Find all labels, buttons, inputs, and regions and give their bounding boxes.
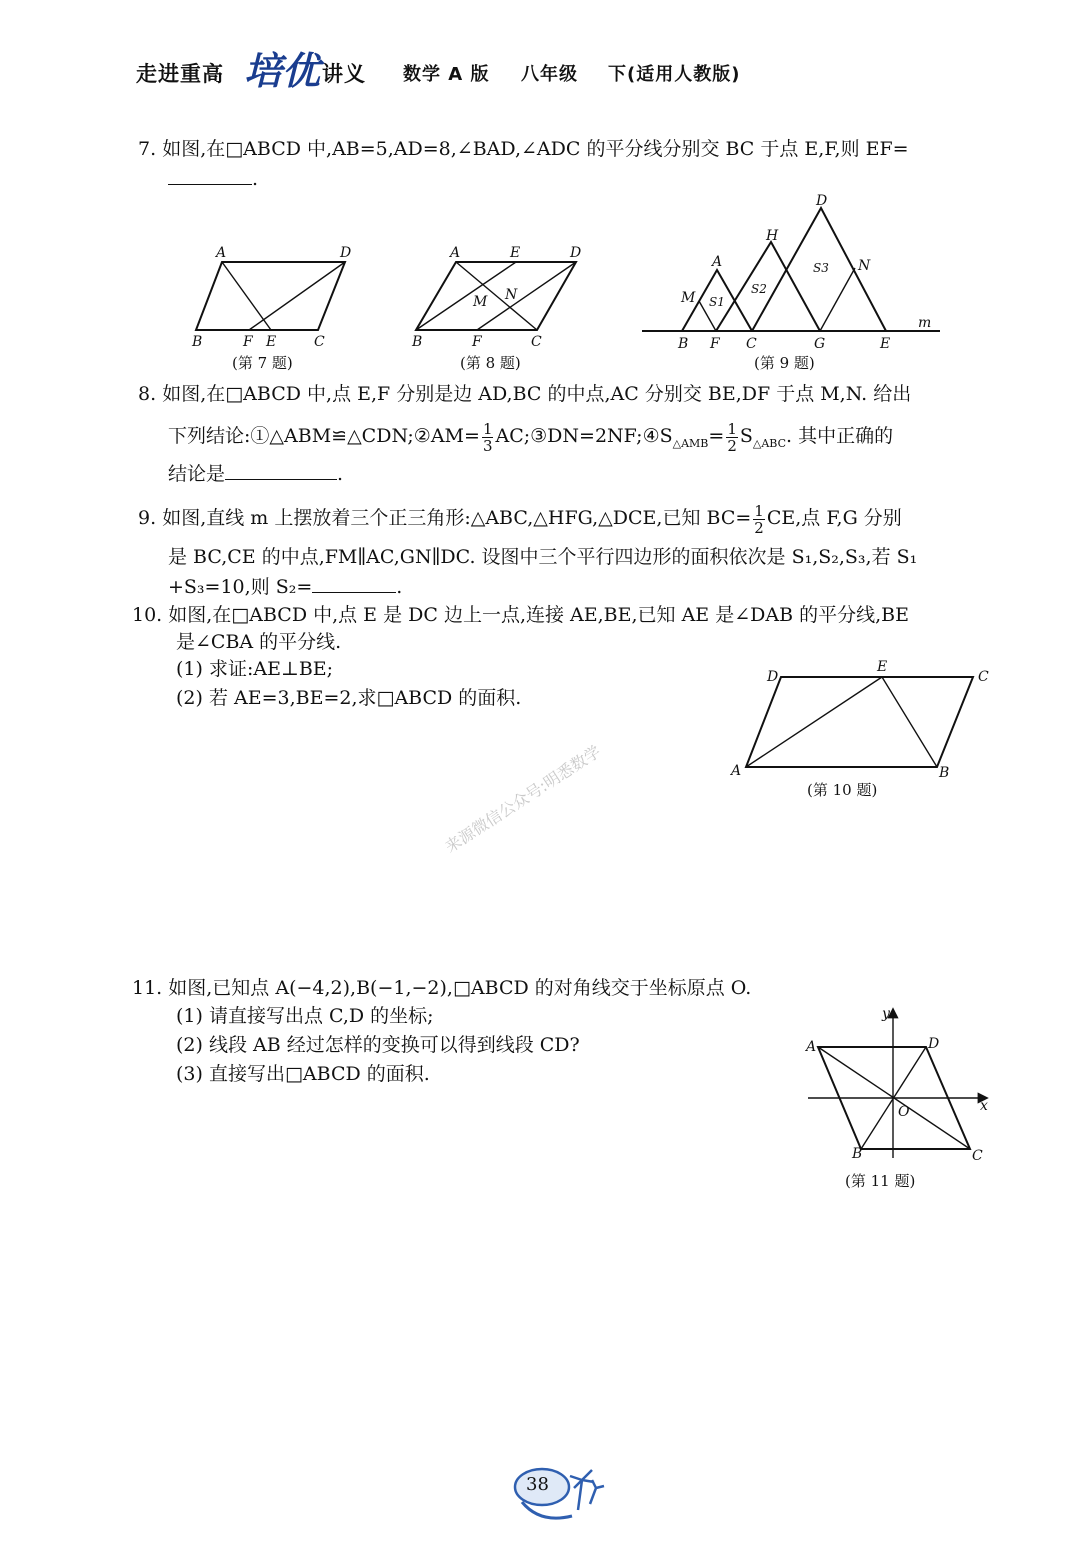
label-m: M xyxy=(681,290,696,306)
question-number: 7. xyxy=(138,138,157,160)
question-text: 如图,直线 m 上摆放着三个正三角形:△ABC,△HFG,△DCE,已知 BC= xyxy=(162,507,752,529)
segment-be xyxy=(416,262,516,330)
label-f: F xyxy=(710,336,720,352)
label-s2: S2 xyxy=(751,282,767,296)
question-7-answer xyxy=(168,166,258,192)
page-number: 38 xyxy=(526,1474,549,1495)
conclusion-text-1: 下列结论:①△ABM≌△CDN;②AM= xyxy=(168,425,480,447)
label-e: E xyxy=(266,334,277,350)
question-10-line2: 是∠CBA 的平分线. xyxy=(176,631,342,653)
conclusion-text-3: . 其中正确的 xyxy=(786,425,894,447)
label-e: E xyxy=(510,245,521,261)
answer-blank[interactable] xyxy=(225,461,337,480)
question-number: 8. xyxy=(138,383,157,405)
answer-blank[interactable] xyxy=(168,166,252,185)
question-text: 如图,在□ABCD 中,AB=5,AD=8,∠BAD,∠ADC 的平分线分别交 BC 于点 E,F,则 EF= xyxy=(162,138,909,160)
question-7 xyxy=(138,136,909,162)
question-11-part-3: (3) 直接写出□ABCD 的面积. xyxy=(176,1063,430,1085)
area-symbol: S xyxy=(739,425,753,447)
answer-prompt: 结论是 xyxy=(168,463,226,485)
question-9 xyxy=(138,496,902,540)
label-d: D xyxy=(767,669,779,685)
label-c: C xyxy=(314,334,325,350)
parallelogram-abcd xyxy=(196,262,345,330)
figure-8-caption: (第 8 题) xyxy=(460,354,521,372)
question-11-part-1: (1) 请直接写出点 C,D 的坐标; xyxy=(176,1005,434,1027)
subscript-amb: △AMB xyxy=(672,436,709,450)
answer-prompt: +S₃=10,则 S₂= xyxy=(168,576,313,598)
question-10-part-1: (1) 求证:AE⊥BE; xyxy=(176,658,334,680)
watermark: 来源微信公众号:明悉数学 xyxy=(441,741,605,857)
label-d: D xyxy=(340,245,352,261)
label-e: E xyxy=(880,336,891,352)
label-a: A xyxy=(731,763,742,779)
label-h: H xyxy=(766,228,779,244)
fraction-one-third: $\frac{1}{3}$ xyxy=(482,419,493,455)
label-c: C xyxy=(531,334,542,350)
label-f: F xyxy=(243,334,253,350)
segment-ae xyxy=(746,677,882,767)
question-8-answer xyxy=(168,461,343,487)
fraction-one-half: $\frac{1}{2}$ xyxy=(727,419,737,455)
label-b: B xyxy=(192,334,203,350)
palm-tree-icon xyxy=(570,1470,604,1510)
segment-gn xyxy=(820,268,855,331)
question-9-answer xyxy=(168,574,402,600)
label-g: G xyxy=(814,336,826,352)
segment-df xyxy=(477,262,576,330)
page-number-badge xyxy=(500,1458,615,1538)
period: . xyxy=(252,168,259,190)
label-n: N xyxy=(858,258,871,274)
question-10-part-2: (2) 若 AE=3,BE=2,求□ABCD 的面积. xyxy=(176,687,522,709)
label-c: C xyxy=(972,1148,983,1164)
figure-9-caption: (第 9 题) xyxy=(754,354,815,372)
label-a: A xyxy=(806,1039,817,1055)
header-brand: 培优 xyxy=(244,48,321,93)
conclusion-text-2: AC;③DN=2NF;④S xyxy=(495,425,673,447)
figure-7-caption: (第 7 题) xyxy=(232,354,293,372)
header-volume: 下(适用人教版) xyxy=(608,64,741,85)
label-c: C xyxy=(978,669,989,685)
question-text: 如图,在□ABCD 中,点 E,F 分别是边 AD,BC 的中点,AC 分别交 BE,DF 于点 M,N. 给出 xyxy=(162,383,912,405)
label-d: D xyxy=(928,1036,940,1052)
diagonal-ac xyxy=(456,262,537,330)
figure-11 xyxy=(800,1000,995,1170)
header-book: 讲义 xyxy=(322,62,366,86)
header-subject: 数学 A 版 xyxy=(403,64,490,85)
question-11 xyxy=(132,975,751,1001)
label-y: y xyxy=(882,1006,890,1022)
question-11-part-2: (2) 线段 AB 经过怎样的变换可以得到线段 CD? xyxy=(176,1034,580,1056)
label-b: B xyxy=(939,765,950,781)
answer-blank[interactable] xyxy=(312,574,396,593)
fraction-one-half: $\frac{1}{2}$ xyxy=(754,501,764,537)
label-e: E xyxy=(877,659,888,675)
label-s3: S3 xyxy=(813,261,829,275)
triangle-hfg xyxy=(716,242,820,331)
label-a: A xyxy=(712,254,723,270)
label-a: A xyxy=(216,245,227,261)
question-number: 10. xyxy=(132,604,163,626)
figure-10 xyxy=(725,655,995,785)
label-b: B xyxy=(852,1146,863,1162)
question-text: 如图,已知点 A(−4,2),B(−1,−2),□ABCD 的对角线交于坐标原点 O. xyxy=(168,977,752,999)
question-10 xyxy=(132,602,909,628)
label-d: D xyxy=(570,245,582,261)
equals: = xyxy=(708,425,725,447)
label-line-m: m xyxy=(918,315,932,331)
label-f: F xyxy=(472,334,482,350)
subscript-abc: △ABC xyxy=(752,436,786,450)
label-c: C xyxy=(746,336,757,352)
period: . xyxy=(396,576,403,598)
label-s1: S1 xyxy=(709,295,725,309)
label-x: x xyxy=(980,1098,988,1114)
figure-10-caption: (第 10 题) xyxy=(807,781,878,799)
segment-be xyxy=(882,677,937,767)
question-number: 11. xyxy=(132,977,163,999)
figure-11-caption: (第 11 题) xyxy=(845,1172,916,1190)
figure-9 xyxy=(640,190,945,355)
question-text-cont: CE,点 F,G 分别 xyxy=(766,507,902,529)
label-b: B xyxy=(678,336,689,352)
question-8-conclusions xyxy=(168,414,893,458)
label-n: N xyxy=(505,287,518,303)
question-9-line2: 是 BC,CE 的中点,FM∥AC,GN∥DC. 设图中三个平行四边形的面积依次是 S₁,S₂,S₃,若 S₁ xyxy=(168,546,918,568)
header-grade: 八年级 xyxy=(521,64,578,85)
header-series: 走进重高 xyxy=(136,62,224,86)
period: . xyxy=(337,463,344,485)
label-d: D xyxy=(816,193,828,209)
question-text: 如图,在□ABCD 中,点 E 是 DC 边上一点,连接 AE,BE,已知 AE 是∠DAB 的平分线,BE xyxy=(168,604,909,626)
running-header xyxy=(136,58,224,88)
label-b: B xyxy=(412,334,423,350)
label-a: A xyxy=(450,245,461,261)
question-8 xyxy=(138,381,911,407)
label-o: O xyxy=(898,1104,910,1120)
label-m: M xyxy=(473,294,488,310)
parallelogram-abcd xyxy=(746,677,973,767)
question-number: 9. xyxy=(138,507,157,529)
